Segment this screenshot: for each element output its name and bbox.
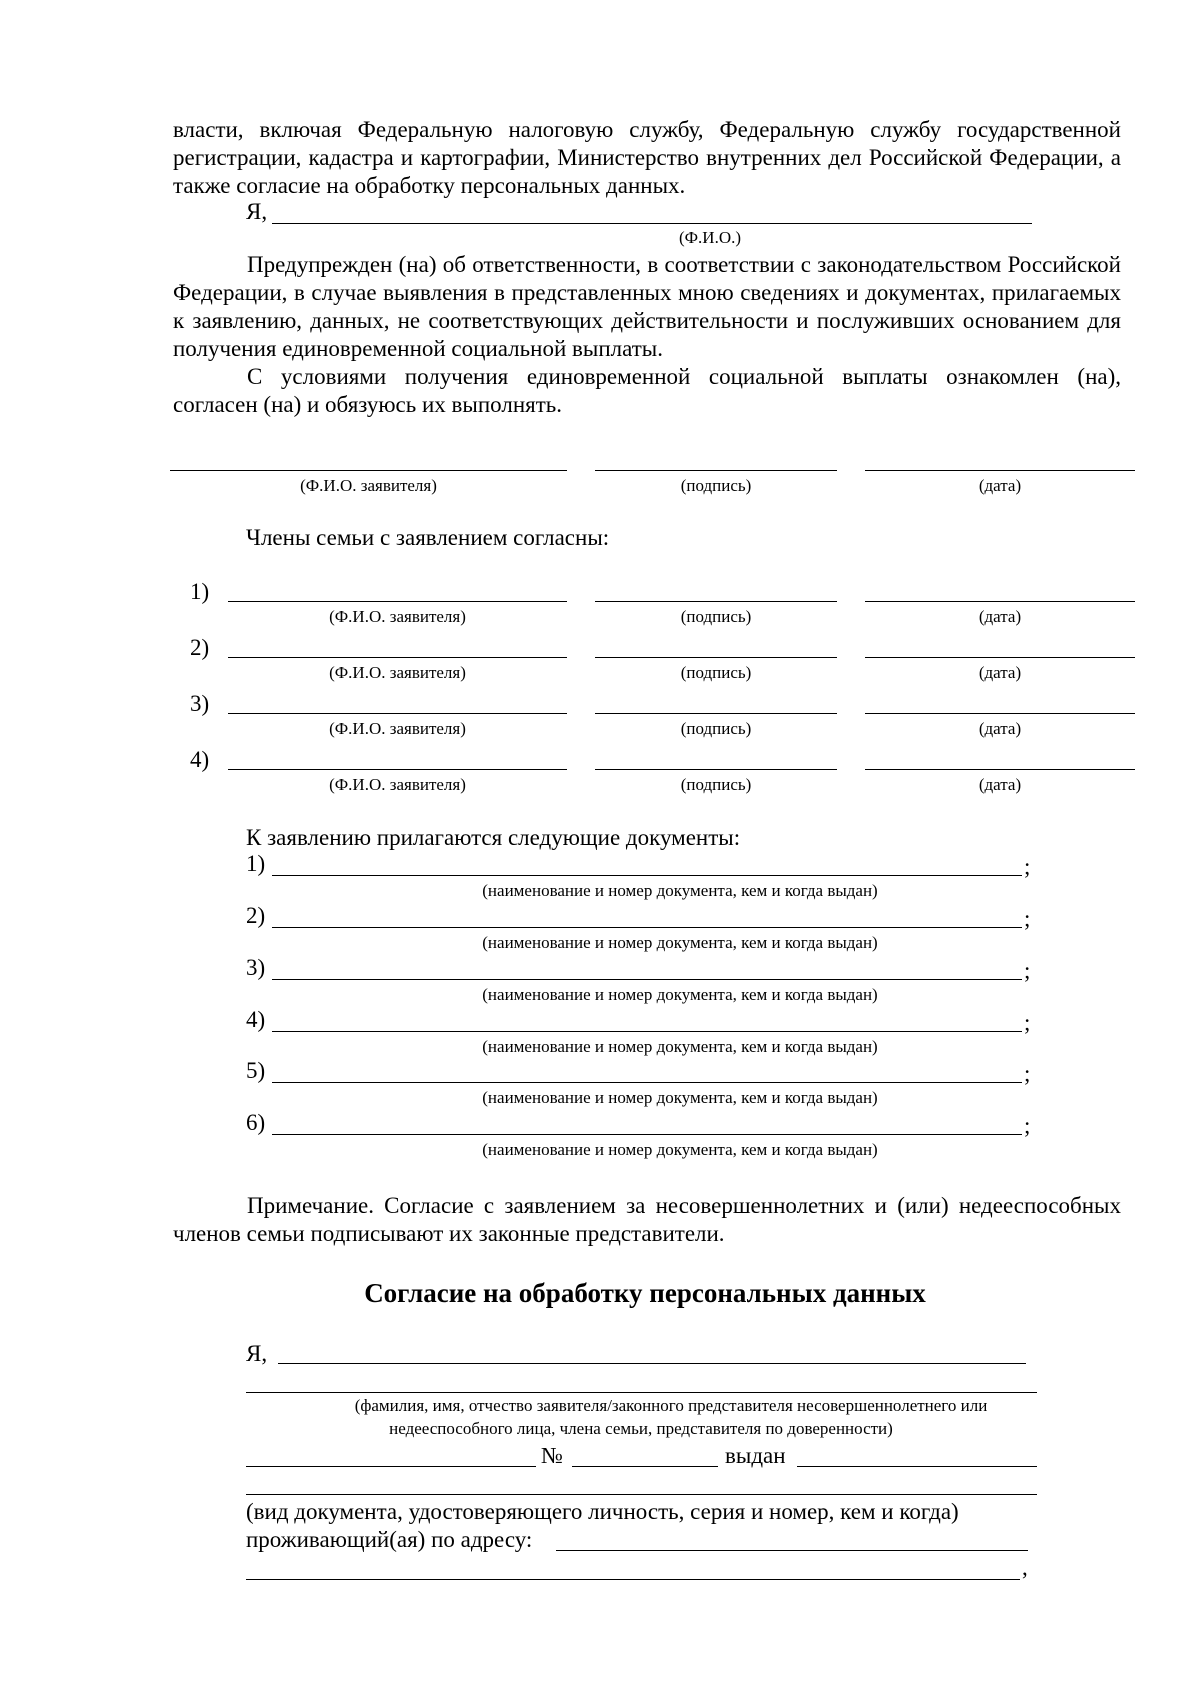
consent-ya-label: Я, [246,1341,268,1366]
family-member-signature-line[interactable] [595,657,837,658]
family-member-date-line[interactable] [865,601,1135,602]
family-member-number: 4) [190,747,210,772]
documents-heading: К заявлению прилагаются следующие документы: [246,825,741,850]
family-member-fio-caption: (Ф.И.О. заявителя) [329,719,466,738]
family-member-date-caption: (дата) [978,663,1022,682]
number-label: № [541,1443,563,1468]
applicant-signature-line[interactable] [595,470,837,471]
consent-person-caption-2: недееспособного лица, члена семьи, представителя по доверенности) [389,1419,893,1438]
applicant-fio-line[interactable] [170,470,567,471]
applicant-date-line[interactable] [865,470,1135,471]
family-member-signature-line[interactable] [595,601,837,602]
document-input-line[interactable] [272,1031,1022,1032]
family-member-signature-line[interactable] [595,769,837,770]
consent-fio-line-1[interactable] [278,1363,1026,1364]
document-caption: (наименование и номер документа, кем и когда выдан) [482,1088,878,1107]
consent-person-caption-1: (фамилия, имя, отчество заявителя/законного представителя несовершеннолетнего или [354,1396,988,1415]
document-caption: (наименование и номер документа, кем и когда выдан) [482,881,878,900]
fio-input-line[interactable] [272,223,1032,224]
document-semicolon: ; [1024,1113,1031,1138]
address-label: проживающий(ая) по адресу: [246,1527,533,1552]
family-member-number: 2) [190,635,210,660]
family-member-signature-line[interactable] [595,713,837,714]
document-number: 6) [246,1110,266,1135]
applicant-signature-caption: (подпись) [680,476,752,495]
document-caption: (наименование и номер документа, кем и когда выдан) [482,985,878,1004]
family-member-fio-line[interactable] [228,657,567,658]
address-trailing-comma: , [1022,1555,1028,1580]
document-number: 3) [246,955,266,980]
warning-paragraph: Предупрежден (на) об ответственности, в соответствии с законодательством Российской Федерации, в случае выявления в представленных мною сведениях и документах, прилагаемых к заявлению, данных, не соответствующих действительности и послуживших основанием для получения единовременной социальной выплаты. [173,252,1121,361]
ya-label: Я, [246,199,268,224]
family-member-date-line[interactable] [865,657,1135,658]
applicant-date-caption: (дата) [978,476,1022,495]
intro-paragraph: власти, включая Федеральную налоговую службу, Федеральную службу государственной регистрации, кадастра и картографии, Министерство внутренних дел Российской Федерации, а также согласие на обработку персональных данных. [173,117,1121,198]
id-document-issued-line[interactable] [797,1466,1037,1467]
note-paragraph: Примечание. Согласие с заявлением за несовершеннолетних и (или) недееспособных членов семьи подписывают их законные представители. [173,1193,1121,1246]
family-member-date-line[interactable] [865,769,1135,770]
address-line-2[interactable] [246,1579,1020,1580]
document-number: 4) [246,1007,266,1032]
family-member-signature-caption: (подпись) [680,607,752,626]
family-member-fio-line[interactable] [228,713,567,714]
family-member-fio-caption: (Ф.И.О. заявителя) [329,775,466,794]
address-line-1[interactable] [556,1550,1028,1551]
document-semicolon: ; [1024,854,1031,879]
fio-caption: (Ф.И.О.) [678,228,742,247]
document-input-line[interactable] [272,979,1022,980]
family-member-fio-caption: (Ф.И.О. заявителя) [329,607,466,626]
document-semicolon: ; [1024,906,1031,931]
id-document-number-line[interactable] [572,1466,718,1467]
document-caption: (наименование и номер документа, кем и когда выдан) [482,933,878,952]
id-document-extra-line[interactable] [246,1494,1037,1495]
family-member-signature-caption: (подпись) [680,775,752,794]
family-member-number: 3) [190,691,210,716]
document-number: 5) [246,1058,266,1083]
family-member-signature-caption: (подпись) [680,719,752,738]
family-member-date-caption: (дата) [978,607,1022,626]
conditions-paragraph: С условиями получения единовременной социальной выплаты ознакомлен (на), согласен (на) и обязуюсь их выполнять. [173,364,1121,417]
applicant-fio-caption: (Ф.И.О. заявителя) [300,476,437,495]
document-number: 2) [246,903,266,928]
document-caption: (наименование и номер документа, кем и когда выдан) [482,1140,878,1159]
document-input-line[interactable] [272,875,1022,876]
document-input-line[interactable] [272,1134,1022,1135]
family-member-number: 1) [190,579,210,604]
document-caption: (наименование и номер документа, кем и когда выдан) [482,1037,878,1056]
document-semicolon: ; [1024,958,1031,983]
id-document-caption: (вид документа, удостоверяющего личность, серия и номер, кем и когда) [246,1499,959,1524]
issued-label: выдан [725,1443,786,1468]
document-semicolon: ; [1024,1061,1031,1086]
document-input-line[interactable] [272,1082,1022,1083]
family-member-date-caption: (дата) [978,775,1022,794]
family-member-signature-caption: (подпись) [680,663,752,682]
family-member-date-caption: (дата) [978,719,1022,738]
id-document-type-line[interactable] [246,1466,536,1467]
family-heading: Члены семьи с заявлением согласны: [246,525,610,550]
family-member-fio-line[interactable] [228,601,567,602]
consent-title: Согласие на обработку персональных данных [364,1278,926,1308]
document-number: 1) [246,851,266,876]
family-member-date-line[interactable] [865,713,1135,714]
family-member-fio-line[interactable] [228,769,567,770]
consent-fio-line-2[interactable] [246,1392,1037,1393]
family-member-fio-caption: (Ф.И.О. заявителя) [329,663,466,682]
document-semicolon: ; [1024,1010,1031,1035]
document-input-line[interactable] [272,927,1022,928]
